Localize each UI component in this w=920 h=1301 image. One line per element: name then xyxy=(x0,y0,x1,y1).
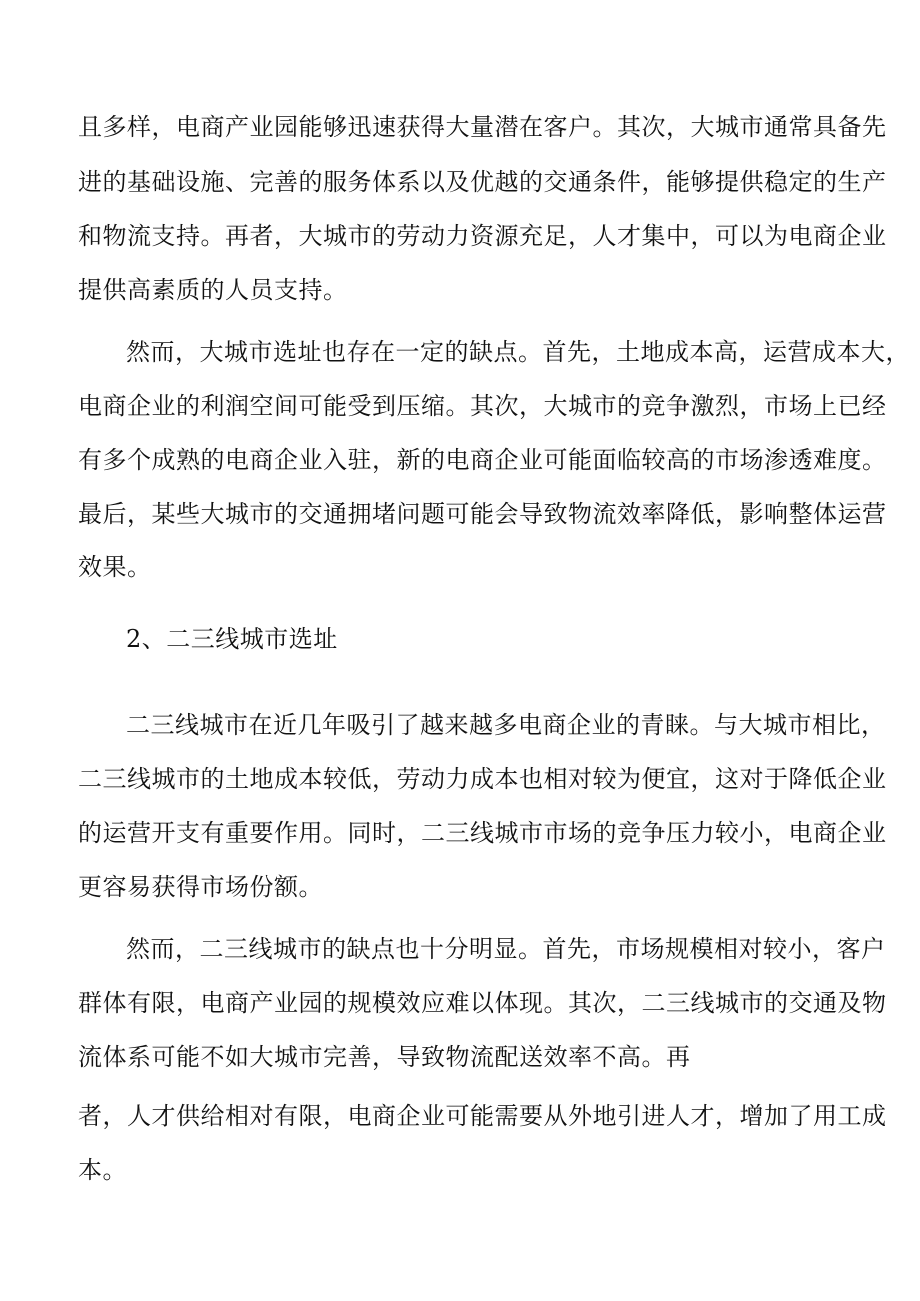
text-line: 的运营开支有重要作用。同时，二三线城市市场的竞争压力较小，电商企业 xyxy=(78,819,887,847)
text-line: 更容易获得市场份额。 xyxy=(78,873,323,901)
text-line: 本。 xyxy=(78,1156,127,1184)
text-line: 效果。 xyxy=(78,553,152,581)
text-line: 群体有限，电商产业园的规模效应难以体现。其次，二三线城市的交通及物 xyxy=(78,989,887,1017)
text-line: 有多个成熟的电商企业入驻，新的电商企业可能面临较高的市场渗透难度。 xyxy=(78,446,887,474)
text-line: 进的基础设施、完善的服务体系以及优越的交通条件，能够提供稳定的生产 xyxy=(78,168,887,196)
text-line: 然而，二三线城市的缺点也十分明显。首先，市场规模相对较小，客户 xyxy=(126,935,886,963)
text-line: 和物流支持。再者，大城市的劳动力资源充足，人才集中，可以为电商企业 xyxy=(78,222,887,250)
text-line: 者，人才供给相对有限，电商企业可能需要从外地引进人才，增加了用工成 xyxy=(78,1102,887,1130)
text-line: 然而，大城市选址也存在一定的缺点。首先，土地成本高，运营成本大， xyxy=(126,338,910,366)
text-line: 二三线城市在近几年吸引了越来越多电商企业的青睐。与大城市相比， xyxy=(126,711,886,739)
text-line: 电商企业的利润空间可能受到压缩。其次，大城市的竞争激烈，市场上已经 xyxy=(78,392,887,420)
text-line: 流体系可能不如大城市完善，导致物流配送效率不高。再 xyxy=(78,1043,691,1071)
heading-text: 2、二三线城市选址 xyxy=(126,625,338,653)
text-line: 二三线城市的土地成本较低，劳动力成本也相对较为便宜，这对于降低企业 xyxy=(78,765,887,793)
text-line: 且多样，电商产业园能够迅速获得大量潜在客户。其次，大城市通常具备先 xyxy=(78,113,887,141)
text-line: 提供高素质的人员支持。 xyxy=(78,276,348,304)
text-line: 最后，某些大城市的交通拥堵问题可能会导致物流效率降低，影响整体运营 xyxy=(78,500,887,528)
